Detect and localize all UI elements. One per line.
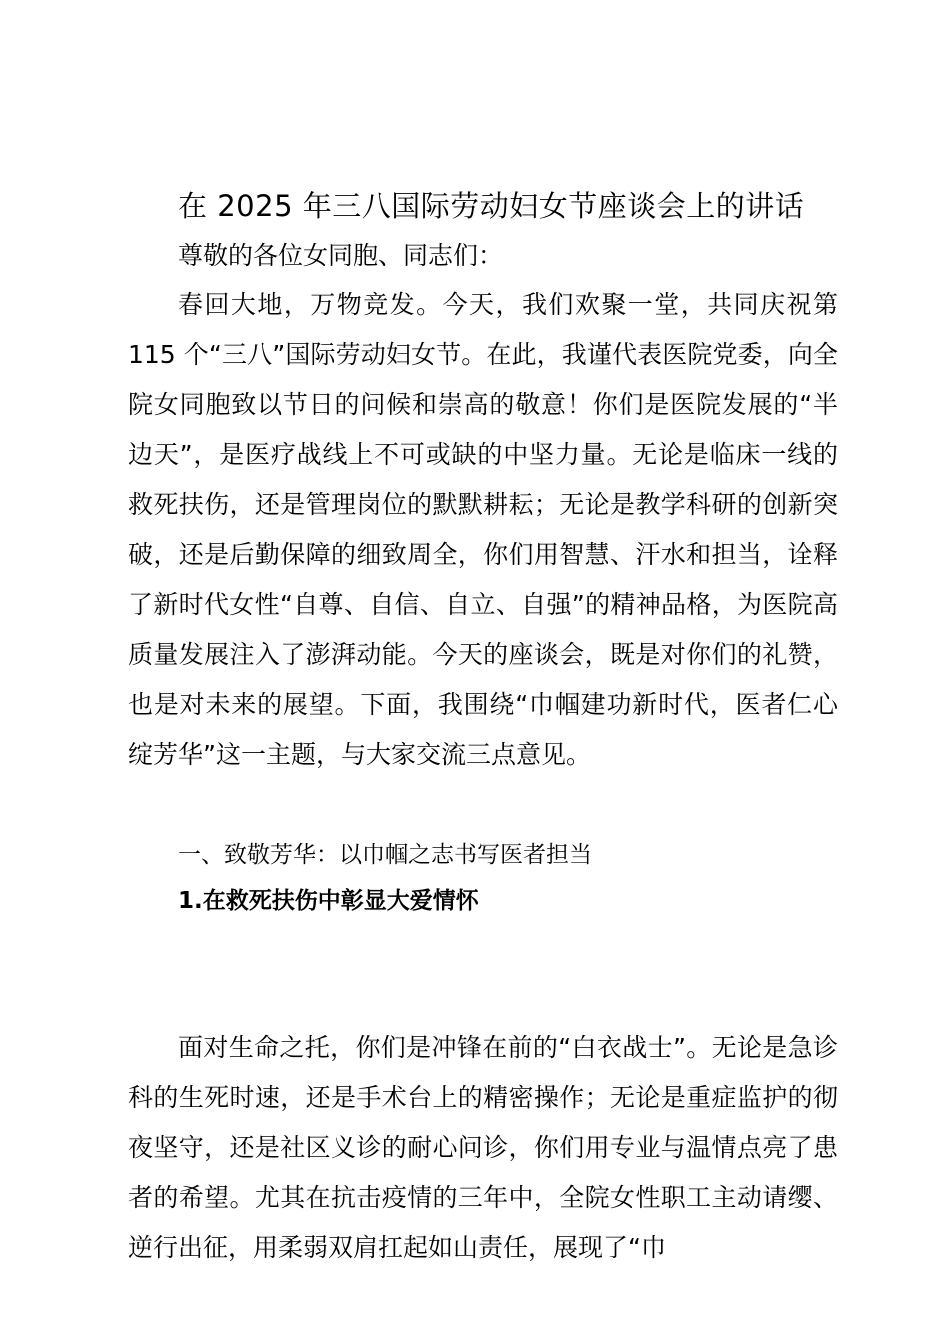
body-paragraph: 春回大地，万物竞发。今天，我们欢聚一堂，共同庆祝第 115 个“三八”国际劳动妇女节。在此，我谨代表医院党委，向全院女同胞致以节日的问候和崇高的敬意！你们是医院发展的“半边天”，是医疗战线上不可或缺的中坚力量。无论是临床一线的救死扶伤，还是管理岗位的默默耕耘；无论是教学科研的创新突破，还是后勤保障的细致周全，你们用智慧、汗水和担当，诠释了新时代女性“自尊、自信、自立、自强”的精神品格，为医院高质量发展注入了澎湃动能。今天的座谈会，既是对你们的礼赞，也是对未来的展望。下面，我围绕“巾帼建功新时代，医者仁心绽芳华”这一主题，与大家交流三点意见。 [128, 290, 838, 769]
sub-heading: 1.在救死扶伤中彰显大爱情怀 [178, 888, 479, 914]
body-paragraph: 面对生命之托，你们是冲锋在前的“白衣战士”。无论是急诊科的生死时速，还是手术台上的精密操作；无论是重症监护的彻夜坚守，还是社区义诊的耐心问诊，你们用专业与温情点亮了患者的希望。尤其在抗击疫情的三年中，全院女性职工主动请缨、逆行出征，用柔弱双肩扛起如山责任，展现了“巾 [128, 1033, 838, 1262]
document-title: 在 2025 年三八国际劳动妇女节座谈会上的讲话 [178, 189, 805, 223]
section-heading: 一、致敬芳华：以巾帼之志书写医者担当 [178, 842, 592, 868]
salutation: 尊敬的各位女同胞、同志们： [178, 241, 504, 270]
